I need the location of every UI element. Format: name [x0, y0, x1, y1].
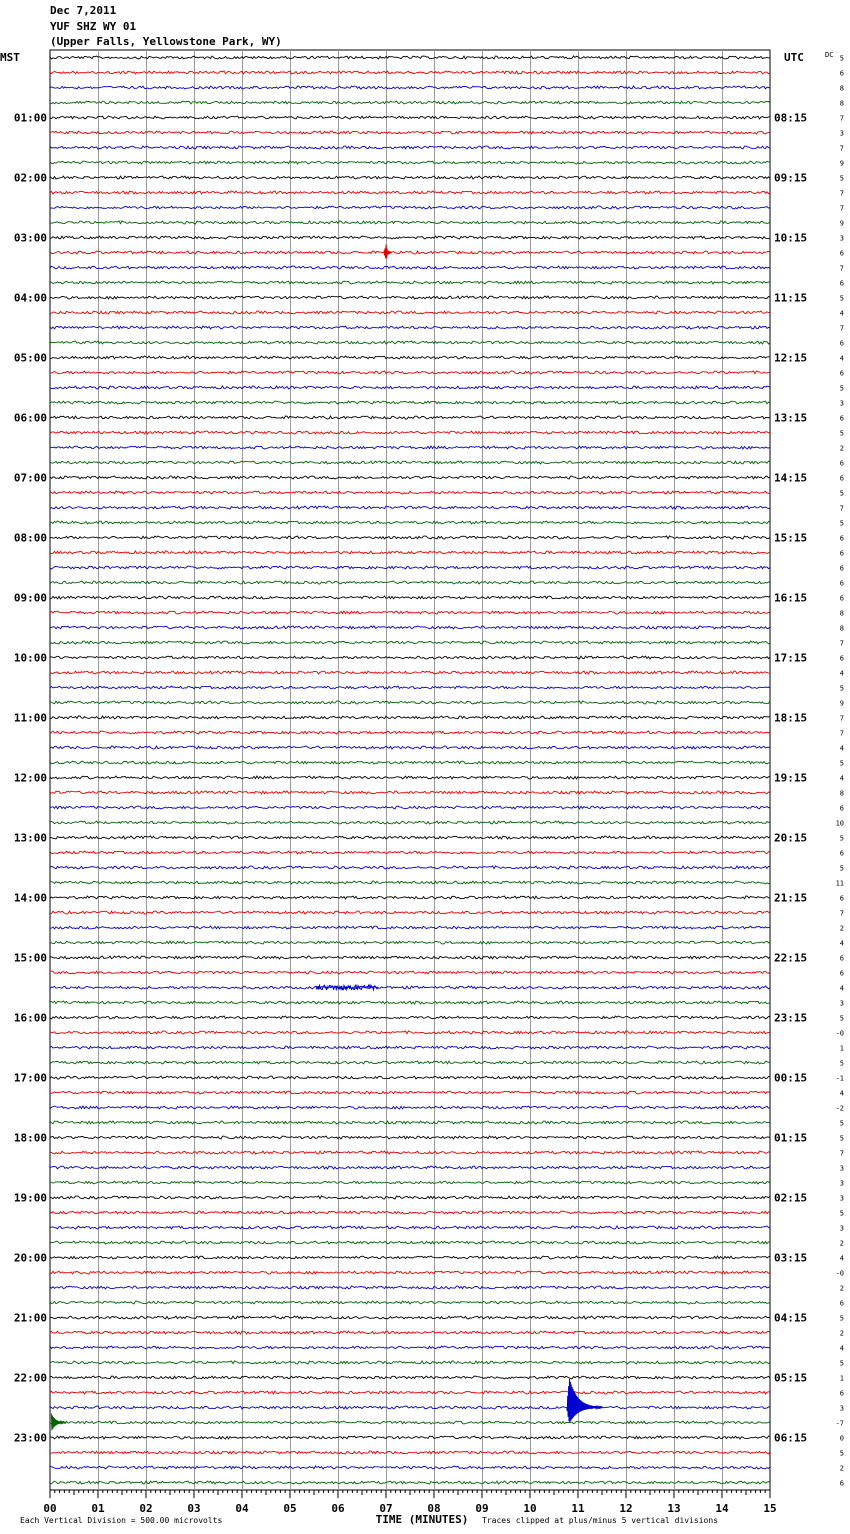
x-tick-label: 02	[139, 1502, 153, 1515]
trace-line	[50, 461, 770, 464]
trace-line	[50, 341, 770, 344]
dc-offset-value: 7	[839, 909, 844, 918]
trace-line	[50, 671, 770, 674]
dc-offset-value: 3	[839, 1224, 844, 1233]
left-hour-label: 06:00	[13, 411, 47, 425]
trace-line	[50, 566, 770, 569]
y-label-right: UTC	[784, 51, 804, 64]
station-label: YUF SHZ WY 01	[50, 20, 137, 33]
left-hour-label: 21:00	[13, 1311, 47, 1325]
dc-offset-value: 4	[839, 774, 844, 783]
dc-offset-value: -2	[835, 1104, 844, 1113]
dc-offset-value: 3	[839, 1164, 844, 1173]
dc-label: DC	[825, 51, 834, 59]
trace-line	[50, 281, 770, 284]
trace-line	[50, 1151, 770, 1154]
right-hour-label: 11:15	[774, 291, 808, 305]
dc-offset-value: 6	[839, 1479, 844, 1488]
left-hour-label: 08:00	[13, 531, 47, 545]
dc-offset-value: 7	[839, 189, 844, 198]
trace-line	[50, 1286, 770, 1289]
trace-line	[50, 236, 770, 239]
dc-offset-value: 5	[839, 174, 844, 183]
dc-offset-value: 6	[839, 414, 844, 423]
trace-line	[50, 1331, 770, 1334]
left-hour-label: 20:00	[13, 1251, 47, 1265]
dc-offset-value: 6	[839, 1389, 844, 1398]
dc-offset-value: 3	[839, 129, 844, 138]
dc-offset-value: 6	[839, 849, 844, 858]
dc-offset-value: 5	[839, 519, 844, 528]
dc-offset-value: -0	[835, 1029, 844, 1038]
dc-offset-value: 6	[839, 804, 844, 813]
dc-offset-value: 5	[839, 489, 844, 498]
x-tick-label: 09	[475, 1502, 489, 1515]
left-hour-label: 15:00	[13, 951, 47, 965]
left-hour-label: 22:00	[13, 1371, 47, 1385]
left-hour-label: 16:00	[13, 1011, 47, 1025]
scale-note: Each Vertical Division = 500.00 microvolts	[20, 1516, 223, 1525]
dc-offset-value: 6	[839, 579, 844, 588]
dc-offset-value: 3	[839, 999, 844, 1008]
dc-offset-value: 6	[839, 1299, 844, 1308]
left-hour-label: 13:00	[13, 831, 47, 845]
dc-offset-value: 1	[839, 1044, 844, 1053]
dc-offset-value: 2	[839, 924, 844, 933]
dc-offset-value: 6	[839, 969, 844, 978]
dc-offset-value: 7	[839, 264, 844, 273]
dc-offset-value: 6	[839, 474, 844, 483]
dc-offset-value: 6	[839, 369, 844, 378]
dc-offset-value: 7	[839, 714, 844, 723]
trace-line	[50, 866, 770, 869]
dc-offset-value: 7	[839, 114, 844, 123]
trace-line	[50, 221, 770, 224]
dc-offset-value: 4	[839, 309, 844, 318]
trace-line	[50, 446, 770, 449]
left-hour-label: 18:00	[13, 1131, 47, 1145]
dc-offset-value: 4	[839, 939, 844, 948]
trace-line	[50, 881, 770, 884]
dc-offset-value: 6	[839, 249, 844, 258]
right-hour-label: 08:15	[774, 111, 808, 125]
trace-line	[50, 176, 770, 179]
right-hour-label: 06:15	[774, 1431, 808, 1445]
x-tick-label: 13	[667, 1502, 681, 1515]
dc-offset-value: 3	[839, 399, 844, 408]
trace-line	[50, 656, 770, 659]
right-hour-label: 00:15	[774, 1071, 808, 1085]
trace-line	[50, 371, 770, 374]
trace-line	[50, 536, 770, 539]
trace-line	[50, 191, 770, 194]
dc-offset-value: -1	[835, 1074, 844, 1083]
x-tick-label: 11	[571, 1502, 585, 1515]
dc-offset-value: 5	[839, 1014, 844, 1023]
trace-line	[50, 731, 770, 734]
trace-line	[50, 251, 770, 254]
dc-offset-value: 6	[839, 69, 844, 78]
trace-line	[50, 851, 770, 854]
event-waveform	[567, 1379, 603, 1423]
date-label: Dec 7,2011	[50, 4, 117, 17]
right-hour-label: 22:15	[774, 951, 808, 965]
trace-line	[50, 476, 770, 479]
dc-offset-value: 6	[839, 459, 844, 468]
dc-offset-value: 4	[839, 1254, 844, 1263]
right-hour-label: 03:15	[774, 1251, 808, 1265]
dc-offset-value: 3	[839, 1404, 844, 1413]
trace-line	[50, 1346, 770, 1349]
right-hour-label: 12:15	[774, 351, 808, 365]
trace-line	[50, 896, 770, 899]
dc-offset-value: 6	[839, 339, 844, 348]
dc-offset-value: 5	[839, 684, 844, 693]
trace-line	[50, 1211, 770, 1214]
dc-offset-value: 7	[839, 729, 844, 738]
x-axis-label: TIME (MINUTES)	[375, 1513, 469, 1526]
trace-line	[50, 206, 770, 209]
dc-offset-value: -7	[835, 1419, 844, 1428]
event-waveform	[51, 1414, 66, 1431]
dc-offset-value: 3	[839, 234, 844, 243]
x-tick-label: 10	[523, 1502, 537, 1515]
dc-offset-value: 7	[839, 504, 844, 513]
right-hour-label: 10:15	[774, 231, 808, 245]
chart-labels	[0, 51, 844, 1526]
dc-offset-value: 3	[839, 1179, 844, 1188]
trace-line	[50, 356, 770, 359]
trace-line	[50, 521, 770, 524]
trace-line	[50, 1436, 770, 1439]
left-hour-label: 14:00	[13, 891, 47, 905]
left-hour-label: 07:00	[13, 471, 47, 485]
trace-line	[50, 296, 770, 299]
left-hour-label: 19:00	[13, 1191, 47, 1205]
dc-offset-value: 2	[839, 444, 844, 453]
left-hour-label: 11:00	[13, 711, 47, 725]
trace-line	[50, 1301, 770, 1304]
trace-line	[50, 1016, 770, 1019]
dc-offset-value: 8	[839, 609, 844, 618]
dc-offset-value: 4	[839, 984, 844, 993]
left-hour-label: 17:00	[13, 1071, 47, 1085]
trace-line	[50, 941, 770, 944]
trace-line	[50, 56, 770, 59]
trace-line	[50, 1241, 770, 1244]
trace-line	[50, 1256, 770, 1259]
trace-line	[50, 791, 770, 794]
dc-offset-value: 6	[839, 564, 844, 573]
trace-line	[50, 1031, 770, 1034]
trace-line	[50, 1481, 770, 1484]
trace-line	[50, 1106, 770, 1109]
right-hour-label: 13:15	[774, 411, 808, 425]
dc-offset-value: 9	[839, 219, 844, 228]
dc-offset-value: 7	[839, 1149, 844, 1158]
chart-traces	[50, 56, 770, 1484]
right-hour-label: 23:15	[774, 1011, 808, 1025]
right-hour-label: 16:15	[774, 591, 808, 605]
trace-line	[50, 1001, 770, 1004]
dc-offset-value: 6	[839, 894, 844, 903]
event-waveform	[384, 245, 392, 259]
right-hour-label: 21:15	[774, 891, 808, 905]
trace-line	[50, 1121, 770, 1124]
dc-offset-value: 2	[839, 1329, 844, 1338]
trace-line	[50, 86, 770, 89]
dc-offset-value: 2	[839, 1284, 844, 1293]
trace-line	[50, 1376, 770, 1379]
dc-offset-value: 6	[839, 954, 844, 963]
right-hour-label: 18:15	[774, 711, 808, 725]
right-hour-label: 20:15	[774, 831, 808, 845]
trace-line	[50, 836, 770, 839]
trace-line	[50, 1271, 770, 1274]
right-hour-label: 09:15	[774, 171, 808, 185]
x-tick-label: 06	[331, 1502, 345, 1515]
right-hour-label: 02:15	[774, 1191, 808, 1205]
x-tick-label: 05	[283, 1502, 297, 1515]
trace-line	[50, 611, 770, 614]
dc-offset-value: 8	[839, 789, 844, 798]
dc-offset-value: 5	[839, 1359, 844, 1368]
trace-line	[50, 1466, 770, 1469]
trace-line	[50, 686, 770, 689]
trace-line	[50, 746, 770, 749]
dc-offset-value: 5	[839, 54, 844, 63]
dc-offset-value: 4	[839, 1089, 844, 1098]
dc-offset-value: 5	[839, 294, 844, 303]
x-tick-label: 03	[187, 1502, 201, 1515]
trace-line	[50, 161, 770, 164]
trace-line	[50, 761, 770, 764]
x-tick-label: 00	[43, 1502, 57, 1515]
trace-line	[50, 1046, 770, 1049]
trace-line	[50, 596, 770, 599]
right-hour-label: 17:15	[774, 651, 808, 665]
dc-offset-value: 2	[839, 1464, 844, 1473]
right-hour-label: 19:15	[774, 771, 808, 785]
left-hour-label: 23:00	[13, 1431, 47, 1445]
left-hour-label: 01:00	[13, 111, 47, 125]
dc-offset-value: 5	[839, 1209, 844, 1218]
dc-offset-value: 5	[839, 759, 844, 768]
trace-line	[50, 131, 770, 134]
dc-offset-value: 5	[839, 384, 844, 393]
dc-offset-value: 6	[839, 594, 844, 603]
dc-offset-value: 7	[839, 144, 844, 153]
trace-line	[50, 986, 770, 989]
right-hour-label: 05:15	[774, 1371, 808, 1385]
x-tick-label: 01	[91, 1502, 105, 1515]
trace-line	[50, 1181, 770, 1184]
x-tick-label: 12	[619, 1502, 633, 1515]
trace-line	[50, 1196, 770, 1199]
right-hour-label: 15:15	[774, 531, 808, 545]
trace-line	[50, 1361, 770, 1364]
trace-line	[50, 116, 770, 119]
trace-line	[50, 626, 770, 629]
dc-offset-value: 5	[839, 1059, 844, 1068]
dc-offset-value: 7	[839, 639, 844, 648]
dc-offset-value: 4	[839, 1344, 844, 1353]
dc-offset-value: 4	[839, 744, 844, 753]
trace-line	[50, 431, 770, 434]
dc-offset-value: -0	[835, 1269, 844, 1278]
dc-offset-value: 8	[839, 624, 844, 633]
trace-line	[50, 1451, 770, 1454]
right-hour-label: 01:15	[774, 1131, 808, 1145]
dc-offset-value: 8	[839, 84, 844, 93]
trace-line	[50, 1421, 770, 1424]
dc-offset-value: 4	[839, 669, 844, 678]
dc-offset-value: 7	[839, 204, 844, 213]
dc-offset-value: 7	[839, 324, 844, 333]
trace-line	[50, 926, 770, 929]
dc-offset-value: 4	[839, 354, 844, 363]
dc-offset-value: 5	[839, 834, 844, 843]
trace-line	[50, 641, 770, 644]
trace-line	[50, 401, 770, 404]
trace-line	[50, 581, 770, 584]
left-hour-label: 02:00	[13, 171, 47, 185]
trace-line	[50, 416, 770, 419]
trace-line	[50, 101, 770, 104]
dc-offset-value: 5	[839, 1119, 844, 1128]
x-tick-label: 07	[379, 1502, 393, 1515]
dc-offset-value: 6	[839, 534, 844, 543]
trace-line	[50, 311, 770, 314]
trace-line	[50, 1316, 770, 1319]
trace-line	[50, 806, 770, 809]
clip-note: Traces clipped at plus/minus 5 vertical divisions	[482, 1516, 719, 1525]
dc-offset-value: 9	[839, 159, 844, 168]
trace-line	[50, 146, 770, 149]
right-hour-label: 14:15	[774, 471, 808, 485]
trace-line	[50, 716, 770, 719]
left-hour-label: 10:00	[13, 651, 47, 665]
dc-offset-value: 5	[839, 864, 844, 873]
dc-offset-value: 0	[839, 1434, 844, 1443]
dc-offset-value: 6	[839, 279, 844, 288]
dc-offset-value: 5	[839, 1449, 844, 1458]
trace-line	[50, 971, 770, 974]
dc-offset-value: 6	[839, 654, 844, 663]
left-hour-label: 12:00	[13, 771, 47, 785]
dc-offset-value: 5	[839, 1134, 844, 1143]
y-label-left: MST	[0, 51, 20, 64]
trace-line	[50, 1091, 770, 1094]
trace-line	[50, 1226, 770, 1229]
trace-line	[50, 956, 770, 959]
trace-line	[50, 491, 770, 494]
dc-offset-value: 8	[839, 99, 844, 108]
dc-offset-value: 1	[839, 1374, 844, 1383]
trace-line	[50, 1061, 770, 1064]
dc-offset-value: 6	[839, 549, 844, 558]
trace-line	[50, 551, 770, 554]
trace-line	[50, 266, 770, 269]
x-tick-label: 15	[763, 1502, 777, 1515]
dc-offset-value: 9	[839, 699, 844, 708]
trace-line	[50, 776, 770, 779]
left-hour-label: 03:00	[13, 231, 47, 245]
dc-offset-value: 5	[839, 1314, 844, 1323]
trace-line	[50, 1391, 770, 1394]
dc-offset-value: 2	[839, 1239, 844, 1248]
dc-offset-value: 10	[835, 819, 844, 828]
trace-line	[50, 821, 770, 824]
left-hour-label: 04:00	[13, 291, 47, 305]
dc-offset-value: 5	[839, 429, 844, 438]
left-hour-label: 09:00	[13, 591, 47, 605]
trace-line	[50, 1166, 770, 1169]
trace-line	[50, 1136, 770, 1139]
trace-line	[50, 506, 770, 509]
trace-line	[50, 326, 770, 329]
location-label: (Upper Falls, Yellowstone Park, WY)	[50, 35, 282, 48]
x-tick-label: 08	[427, 1502, 441, 1515]
right-hour-label: 04:15	[774, 1311, 808, 1325]
dc-offset-value: 11	[835, 879, 844, 888]
trace-line	[50, 1406, 770, 1409]
trace-line	[50, 1076, 770, 1079]
dc-offset-value: 3	[839, 1194, 844, 1203]
trace-line	[50, 386, 770, 389]
trace-line	[50, 911, 770, 914]
trace-line	[50, 71, 770, 74]
x-tick-label: 14	[715, 1502, 729, 1515]
left-hour-label: 05:00	[13, 351, 47, 365]
x-tick-label: 04	[235, 1502, 249, 1515]
trace-line	[50, 701, 770, 704]
